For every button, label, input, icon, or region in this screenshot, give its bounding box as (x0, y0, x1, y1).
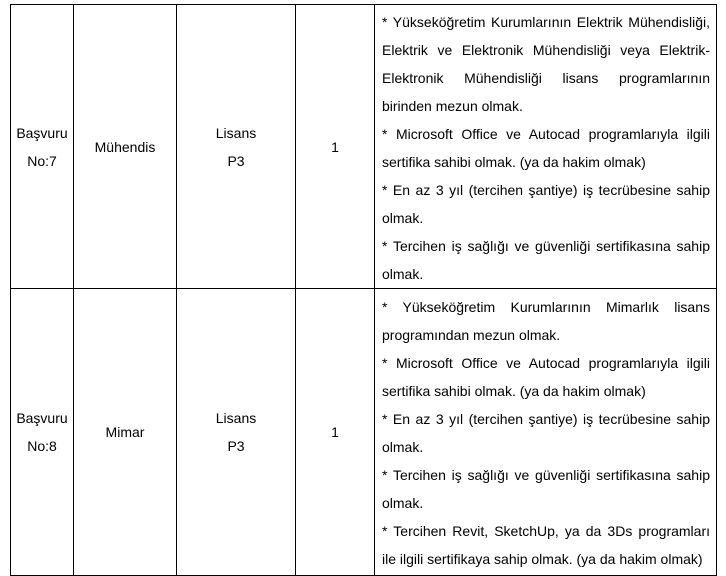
count-cell (296, 289, 375, 576)
position-title: Mühendis (94, 138, 156, 155)
education-cell (177, 289, 296, 576)
application-number: No:8 (27, 438, 57, 454)
application-label: Başvuru (16, 124, 68, 141)
education-level: Lisans (215, 124, 257, 141)
requirement-item: * Yükseköğretim Kurumlarının Mimarlık lisans programından mezun olmak. (382, 299, 710, 343)
education-cell (177, 5, 296, 289)
application-label: Başvuru (16, 410, 68, 426)
requirement-item: * En az 3 yıl (tercihen şantiye) iş tecrübesine sahip olmak. (382, 411, 710, 455)
application-number-cell (11, 5, 74, 289)
requirement-item: * Microsoft Office ve Autocad programlarıyla ilgili sertifika sahibi olmak. (ya da hakim olmak) (382, 355, 710, 399)
education-level: Lisans (215, 410, 257, 426)
requirement-item: * Tercihen iş sağlığı ve güvenliği sertifikasına sahip olmak. (382, 238, 710, 282)
count-cell (296, 5, 375, 289)
position-title: Mimar (105, 424, 145, 440)
position-cell (74, 5, 177, 289)
position-count: 1 (331, 424, 339, 440)
requirements-cell (375, 5, 717, 289)
application-number-cell (11, 289, 74, 576)
job-postings-table (10, 4, 717, 576)
requirement-item: * Yükseköğretim Kurumlarının Elektrik Mühendisliği, Elektrik ve Elektronik Mühendisliği veya Elektrik-Elektronik Mühendisliği lisans programlarının birinden mezun olmak. (382, 14, 710, 114)
application-number: No:7 (27, 152, 57, 169)
table-row (11, 5, 717, 289)
position-count: 1 (331, 138, 339, 155)
position-cell (74, 289, 177, 576)
requirement-item: * En az 3 yıl (tercihen şantiye) iş tecrübesine sahip olmak. (382, 182, 710, 226)
kpss-score-type: P3 (227, 152, 245, 169)
requirement-item: * Microsoft Office ve Autocad programlarıyla ilgili sertifika sahibi olmak. (ya da hakim olmak) (382, 126, 710, 170)
kpss-score-type: P3 (227, 438, 245, 454)
requirement-item: * Tercihen iş sağlığı ve güvenliği sertifikasına sahip olmak. (382, 467, 710, 511)
table-row (11, 289, 717, 576)
requirement-item: * Tercihen Revit, SketchUp, ya da 3Ds programları ile ilgili sertifikaya sahip olmak. (ya da hakim olmak) (382, 523, 710, 567)
requirements-cell (375, 289, 717, 576)
